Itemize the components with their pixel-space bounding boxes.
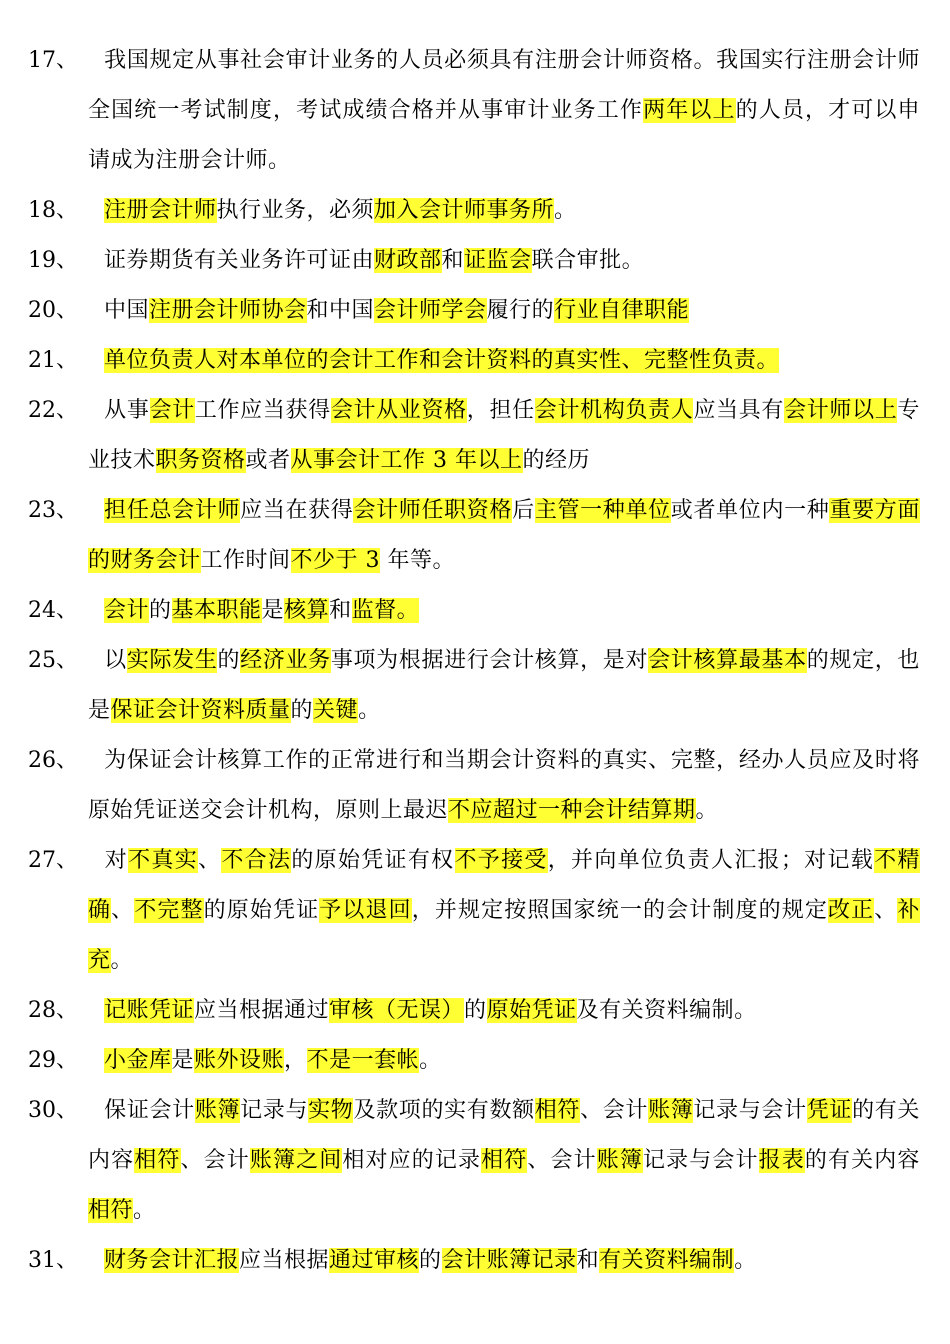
highlighted-text: 改正 bbox=[828, 898, 875, 923]
highlighted-text: 不予接受 bbox=[454, 848, 548, 873]
item-text bbox=[88, 186, 920, 236]
text-segment: 我国规定从事社会审计业务的人员必须具有注册会计师资格。我国实行注册会计师全国统一考试制度，考试成绩合格并从事审计业务工作 bbox=[88, 48, 920, 123]
text-segment: 应当根据 bbox=[239, 1248, 330, 1273]
highlighted-text: 经济业务 bbox=[240, 648, 331, 673]
list-item bbox=[28, 986, 920, 1036]
highlighted-text: 两年以上 bbox=[643, 98, 736, 123]
text-segment: 相对应的记录 bbox=[342, 1148, 482, 1173]
highlighted-text: 职务资格 bbox=[155, 448, 246, 473]
item-number: 22、 bbox=[28, 398, 78, 423]
list-item bbox=[28, 286, 920, 336]
text-segment: 或者单位内一种 bbox=[670, 498, 830, 523]
list-item bbox=[28, 836, 920, 986]
list-item bbox=[28, 1036, 920, 1086]
list-item bbox=[28, 186, 920, 236]
list-item bbox=[28, 736, 920, 836]
highlighted-text: 注册会计师 bbox=[104, 198, 217, 223]
list-item bbox=[28, 636, 920, 736]
item-text bbox=[88, 236, 920, 286]
text-segment: 的 bbox=[464, 998, 487, 1023]
text-segment: 的 bbox=[217, 648, 241, 673]
highlighted-text: 财务会计汇报 bbox=[104, 1248, 240, 1273]
highlighted-text: 小金库 bbox=[104, 1048, 172, 1073]
text-segment: 。 bbox=[734, 1248, 757, 1273]
item-number: 21、 bbox=[28, 348, 78, 373]
list-item bbox=[28, 1086, 920, 1236]
text-segment: 记录与 bbox=[240, 1098, 309, 1123]
list-item bbox=[28, 236, 920, 286]
highlighted-text: 报表 bbox=[758, 1148, 805, 1173]
highlighted-text: 账外设账 bbox=[194, 1048, 285, 1073]
highlighted-text: 会计从业资格 bbox=[330, 398, 467, 423]
text-segment: 记录与会计 bbox=[693, 1098, 807, 1123]
text-segment: 和 bbox=[576, 1248, 600, 1273]
highlighted-text: 不真实 bbox=[128, 848, 199, 873]
list-item bbox=[28, 336, 920, 386]
item-text bbox=[88, 336, 920, 386]
highlighted-text: 监督。 bbox=[351, 598, 420, 623]
highlighted-text: 审核（无误） bbox=[329, 998, 465, 1023]
text-segment: 的 bbox=[290, 698, 314, 723]
item-text bbox=[88, 386, 920, 486]
text-segment: 、会计 bbox=[180, 1148, 250, 1173]
highlighted-text: 不完整 bbox=[134, 898, 204, 923]
highlighted-text: 不合法 bbox=[221, 848, 292, 873]
text-segment: 和中国 bbox=[306, 298, 375, 323]
item-text bbox=[88, 836, 920, 986]
text-segment: 。 bbox=[695, 798, 719, 823]
text-segment: 执行业务，必须 bbox=[216, 198, 375, 223]
text-segment: 的有关内容 bbox=[804, 1148, 920, 1173]
highlighted-text: 会计账簿记录 bbox=[441, 1248, 577, 1273]
highlighted-text: 予以退回 bbox=[319, 898, 412, 923]
text-segment: 的 bbox=[419, 1248, 442, 1273]
highlighted-text: 会计核算最基本 bbox=[648, 648, 807, 673]
highlighted-text: 补充 bbox=[88, 898, 920, 973]
text-segment: 。 bbox=[419, 1048, 442, 1073]
item-text bbox=[88, 36, 920, 186]
text-segment: ，担任 bbox=[466, 398, 535, 423]
item-number: 30、 bbox=[28, 1098, 78, 1123]
highlighted-text: 不是一套帐 bbox=[306, 1048, 420, 1073]
text-segment: 的规定，也是 bbox=[88, 648, 920, 723]
item-text bbox=[88, 986, 920, 1036]
item-number: 26、 bbox=[28, 748, 78, 773]
highlighted-text: 核算 bbox=[284, 598, 330, 623]
text-segment: 、 bbox=[198, 848, 222, 873]
highlighted-text: 不应超过一种会计结算期 bbox=[448, 798, 696, 823]
text-segment: 从事 bbox=[104, 398, 150, 423]
text-segment: 、会计 bbox=[580, 1098, 649, 1123]
item-number: 27、 bbox=[28, 848, 78, 873]
text-segment: 是 bbox=[171, 1048, 195, 1073]
highlighted-text: 实际发生 bbox=[126, 648, 218, 673]
highlighted-text: 相符 bbox=[534, 1098, 581, 1123]
item-number: 20、 bbox=[28, 298, 78, 323]
text-segment: 对 bbox=[104, 848, 129, 873]
highlighted-text: 账簿 bbox=[596, 1148, 643, 1173]
text-segment: 。 bbox=[554, 198, 577, 223]
item-number: 18、 bbox=[28, 198, 78, 223]
item-text bbox=[88, 1036, 920, 1086]
text-segment: 的人员，才可以申请成为注册会计师。 bbox=[88, 98, 920, 173]
text-segment: 及有关资料编制。 bbox=[576, 998, 757, 1023]
text-segment: 的原始凭证 bbox=[203, 898, 320, 923]
text-segment: 年等。 bbox=[380, 548, 456, 573]
text-segment: 的有关内容 bbox=[88, 1098, 920, 1173]
text-segment: ，并向单位负责人汇报；对记载 bbox=[547, 848, 875, 873]
text-segment: 应当具有 bbox=[693, 398, 785, 423]
highlighted-text: 关键 bbox=[313, 698, 359, 723]
item-number: 23、 bbox=[28, 498, 78, 523]
list-item bbox=[28, 386, 920, 486]
highlighted-text: 会计师以上 bbox=[784, 398, 898, 423]
text-segment: 、会计 bbox=[527, 1148, 597, 1173]
item-number: 17、 bbox=[28, 48, 78, 73]
text-segment: 后 bbox=[512, 498, 535, 523]
text-segment: 或者 bbox=[245, 448, 291, 473]
highlighted-text: 行业自律职能 bbox=[554, 298, 690, 323]
highlighted-text: 账簿 bbox=[648, 1098, 694, 1123]
text-segment: 的 bbox=[149, 598, 172, 623]
highlighted-text: 会计师学会 bbox=[374, 298, 487, 323]
item-text bbox=[88, 286, 920, 336]
text-segment: 、 bbox=[111, 898, 135, 923]
item-text bbox=[88, 1086, 920, 1236]
highlighted-text: 记账凭证 bbox=[104, 998, 195, 1023]
highlighted-text: 会计机构负责人 bbox=[534, 398, 694, 423]
highlighted-text: 有关资料编制 bbox=[599, 1248, 735, 1273]
text-segment: 记录与会计 bbox=[643, 1148, 759, 1173]
highlighted-text: 相符 bbox=[481, 1148, 528, 1173]
text-segment: 、 bbox=[874, 898, 898, 923]
text-segment: 应当根据通过 bbox=[194, 998, 330, 1023]
item-number: 28、 bbox=[28, 998, 78, 1023]
item-text bbox=[88, 486, 920, 586]
text-segment: ， bbox=[284, 1048, 307, 1073]
highlighted-text: 凭证 bbox=[806, 1098, 853, 1123]
text-segment: 的经历 bbox=[522, 448, 591, 473]
item-number: 31、 bbox=[28, 1248, 78, 1273]
text-segment: 和 bbox=[441, 248, 465, 273]
text-segment: 中国 bbox=[104, 298, 150, 323]
item-text bbox=[88, 1236, 920, 1286]
highlighted-text: 主管一种单位 bbox=[534, 498, 671, 523]
highlighted-text: 财政部 bbox=[374, 248, 442, 273]
list-item bbox=[28, 1236, 920, 1286]
highlighted-text: 不精确 bbox=[88, 848, 920, 923]
highlighted-text: 账簿之间 bbox=[249, 1148, 343, 1173]
list-item bbox=[28, 36, 920, 186]
highlighted-text: 担任总会计师 bbox=[104, 498, 241, 523]
text-segment: 专业技术 bbox=[88, 398, 920, 473]
highlighted-text: 加入会计师事务所 bbox=[374, 198, 555, 223]
highlighted-text: 不少于 3 bbox=[290, 548, 381, 573]
text-segment: 。 bbox=[133, 1198, 156, 1223]
list-item bbox=[28, 486, 920, 586]
item-number: 29、 bbox=[28, 1048, 78, 1073]
text-segment: 是 bbox=[261, 598, 285, 623]
highlighted-text: 单位负责人对本单位的会计工作和会计资料的真实性、完整性负责。 bbox=[104, 348, 780, 373]
text-segment: 保证会计 bbox=[104, 1098, 195, 1123]
text-segment: 和 bbox=[329, 598, 352, 623]
highlighted-text: 会计师任职资格 bbox=[353, 498, 513, 523]
highlighted-text: 会计 bbox=[104, 598, 150, 623]
item-number: 25、 bbox=[28, 648, 78, 673]
text-segment: 为保证会计核算工作的正常进行和当期会计资料的真实、完整，经办人员应及时将原始凭证送交会计机构，原则上最迟 bbox=[88, 748, 920, 823]
highlighted-text: 通过审核 bbox=[329, 1248, 420, 1273]
text-segment: 。 bbox=[358, 698, 381, 723]
highlighted-text: 注册会计师协会 bbox=[149, 298, 307, 323]
text-segment: 以 bbox=[104, 648, 127, 673]
item-text bbox=[88, 586, 920, 636]
highlighted-text: 从事会计工作 3 年以上 bbox=[290, 448, 523, 473]
highlighted-text: 相符 bbox=[134, 1148, 181, 1173]
text-segment: 事项为根据进行会计核算，是对 bbox=[330, 648, 649, 673]
item-text bbox=[88, 736, 920, 836]
item-number: 19、 bbox=[28, 248, 78, 273]
highlighted-text: 相符 bbox=[88, 1198, 134, 1223]
document-body bbox=[28, 36, 920, 1286]
highlighted-text: 原始凭证 bbox=[486, 998, 577, 1023]
highlighted-text: 基本职能 bbox=[171, 598, 262, 623]
text-segment: 工作应当获得 bbox=[194, 398, 331, 423]
highlighted-text: 实物 bbox=[308, 1098, 354, 1123]
text-segment: 工作时间 bbox=[200, 548, 291, 573]
list-item bbox=[28, 586, 920, 636]
item-text bbox=[88, 636, 920, 736]
highlighted-text: 账簿 bbox=[194, 1098, 241, 1123]
text-segment: 。 bbox=[110, 948, 134, 973]
text-segment: 应当在获得 bbox=[240, 498, 354, 523]
text-segment: 联合审批。 bbox=[531, 248, 645, 273]
highlighted-text: 会计 bbox=[149, 398, 195, 423]
item-number: 24、 bbox=[28, 598, 78, 623]
text-segment: 及款项的实有数额 bbox=[353, 1098, 535, 1123]
text-segment: ，并规定按照国家统一的会计制度的规定 bbox=[411, 898, 828, 923]
highlighted-text: 重要方面的财务会计 bbox=[88, 498, 920, 573]
text-segment: 的原始凭证有权 bbox=[291, 848, 455, 873]
highlighted-text: 证监会 bbox=[464, 248, 532, 273]
text-segment: 履行的 bbox=[486, 298, 555, 323]
highlighted-text: 保证会计资料质量 bbox=[110, 698, 291, 723]
text-segment: 证券期货有关业务许可证由 bbox=[104, 248, 375, 273]
